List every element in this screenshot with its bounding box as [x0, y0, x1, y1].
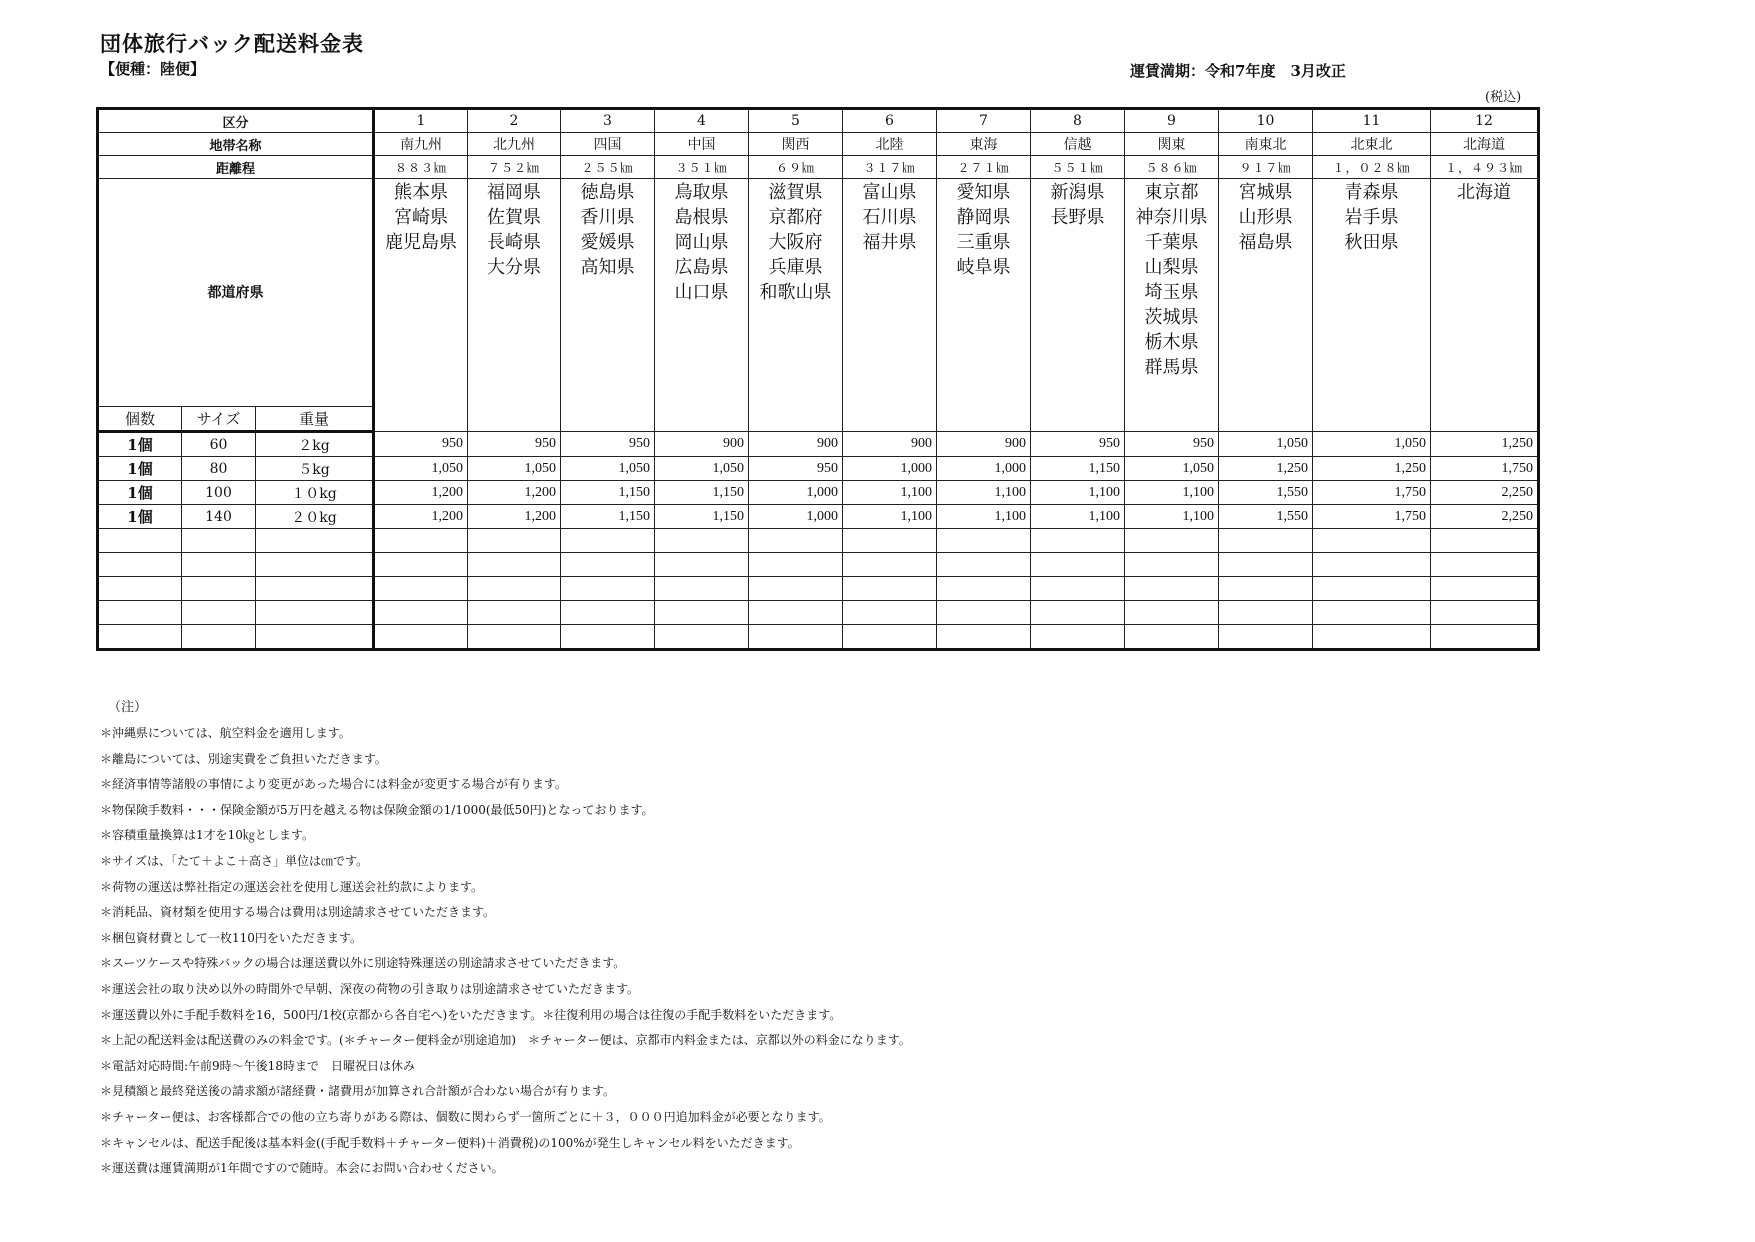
empty-cell [468, 577, 561, 601]
prefecture-name: 福島県 [1238, 232, 1293, 253]
distance-value: １，４９３㎞ [1431, 156, 1539, 179]
prefecture-cell [374, 179, 468, 432]
prefecture-name: 茨城県 [1144, 307, 1199, 328]
zone-number: 4 [655, 109, 749, 133]
price-cell: 1,550 [1219, 505, 1313, 529]
price-cell: 2,250 [1431, 505, 1539, 529]
empty-cell [182, 529, 256, 553]
empty-cell [1125, 529, 1219, 553]
price-cell: 950 [468, 432, 561, 457]
empty-cell [1219, 553, 1313, 577]
price-cell: 900 [655, 432, 749, 457]
empty-cell [98, 529, 182, 553]
empty-cell [374, 529, 468, 553]
zone-label: 区分 [98, 109, 374, 133]
price-cell: 950 [1031, 432, 1125, 457]
region-name: 北陸 [843, 133, 937, 156]
price-cell: 1,100 [1031, 481, 1125, 505]
prefecture-name: 福井県 [862, 232, 917, 253]
empty-cell [749, 601, 843, 625]
price-cell: 1,550 [1219, 481, 1313, 505]
weight-header: 重量 [256, 407, 374, 432]
price-cell: 1,100 [843, 481, 937, 505]
rate-row [98, 481, 1539, 505]
empty-cell [937, 553, 1031, 577]
price-cell: 1,150 [561, 481, 655, 505]
service-type: 【便種：陸便】 [100, 60, 206, 78]
distance-value: ３１７㎞ [843, 156, 937, 179]
prefecture-name: 山梨県 [1144, 257, 1199, 278]
prefecture-row [98, 179, 1539, 407]
empty-cell [1031, 529, 1125, 553]
note-item: ＊容積重量換算は1才を10㎏とします。 [100, 828, 314, 843]
prefecture-name: 佐賀県 [487, 207, 541, 228]
distance-value: ８８３㎞ [374, 156, 468, 179]
empty-cell [749, 553, 843, 577]
prefecture-name: 埼玉県 [1144, 282, 1199, 303]
distance-value: ９１７㎞ [1219, 156, 1313, 179]
prefecture-name: 京都府 [768, 207, 823, 228]
prefecture-cell [1125, 179, 1219, 432]
weight-cell: ２kg [256, 432, 374, 457]
zone-row [98, 109, 1539, 133]
note-item: ＊運送費は運賃満期が1年間ですので随時。本会にお問い合わせください。 [100, 1161, 504, 1176]
rate-table [96, 107, 1540, 651]
size-header: サイズ [182, 407, 256, 432]
price-cell: 950 [749, 457, 843, 481]
price-cell: 950 [374, 432, 468, 457]
empty-cell [1431, 529, 1539, 553]
empty-cell [468, 601, 561, 625]
empty-cell [1431, 601, 1539, 625]
prefecture-label: 都道府県 [98, 179, 374, 407]
price-cell: 1,250 [1313, 457, 1431, 481]
empty-cell [749, 625, 843, 650]
note-item: ＊運送費以外に手配手数料を16，500円/1校(京都から各自宅へ)をいただきます。＊往復利用の場合は往復の手配手数料をいただきます。 [100, 1007, 842, 1022]
distance-row [98, 156, 1539, 179]
region-name: 関西 [749, 133, 843, 156]
empty-cell [655, 577, 749, 601]
prefecture-cell [749, 179, 843, 432]
prefecture-cell [655, 179, 749, 432]
empty-cell [98, 625, 182, 650]
empty-cell [843, 601, 937, 625]
region-name: 北海道 [1431, 133, 1539, 156]
empty-cell [374, 577, 468, 601]
note-item: ＊経済事情等諸般の事情により変更があった場合には料金が変更する場合が有ります。 [100, 777, 567, 792]
empty-cell [1313, 625, 1431, 650]
empty-cell [182, 577, 256, 601]
empty-cell [182, 625, 256, 650]
prefecture-name: 群馬県 [1144, 357, 1199, 378]
notes-list [100, 721, 911, 1182]
empty-cell [1313, 577, 1431, 601]
empty-cell [374, 553, 468, 577]
empty-cell [1431, 625, 1539, 650]
prefecture-name: 山口県 [674, 282, 729, 303]
price-cell: 1,100 [1125, 481, 1219, 505]
page-title: 団体旅行バック配送料金表 [100, 31, 364, 56]
note-item: ＊物保険手数料・・・保険金額が5万円を越える物は保険金額の1/1000(最低50円)となっております。 [100, 802, 654, 817]
empty-cell [256, 601, 374, 625]
note-item: ＊見積額と最終発送後の請求額が諸経費・諸費用が加算され合計額が合わない場合が有ります。 [100, 1084, 616, 1099]
rate-row [98, 505, 1539, 529]
weight-cell: ２０kg [256, 505, 374, 529]
prefecture-name: 神奈川県 [1135, 207, 1208, 228]
price-cell: 1,050 [561, 457, 655, 481]
prefecture-name: 富山県 [862, 182, 917, 203]
zone-number: 12 [1431, 109, 1539, 133]
region-name: 北東北 [1313, 133, 1431, 156]
prefecture-cell [1031, 179, 1125, 432]
empty-cell [256, 577, 374, 601]
region-name: 信越 [1031, 133, 1125, 156]
count-cell: 1個 [98, 432, 182, 457]
distance-value: ６９㎞ [749, 156, 843, 179]
prefecture-name: 福岡県 [487, 182, 541, 203]
price-cell: 1,050 [374, 457, 468, 481]
empty-cell [1031, 553, 1125, 577]
distance-value: ７５２㎞ [468, 156, 561, 179]
empty-cell [937, 577, 1031, 601]
prefecture-name: 青森県 [1344, 182, 1399, 203]
empty-row [98, 625, 1539, 650]
prefecture-name: 北海道 [1457, 182, 1511, 203]
zone-number: 6 [843, 109, 937, 133]
zone-number: 10 [1219, 109, 1313, 133]
empty-cell [1125, 553, 1219, 577]
zone-number: 5 [749, 109, 843, 133]
prefecture-name: 石川県 [862, 207, 917, 228]
price-cell: 1,050 [468, 457, 561, 481]
distance-value: ２７１㎞ [937, 156, 1031, 179]
note-item: ＊電話対応時間:午前9時～午後18時まで 日曜祝日は休み [100, 1058, 415, 1073]
empty-cell [1431, 553, 1539, 577]
prefecture-name: 長崎県 [487, 232, 541, 253]
region-name: 関東 [1125, 133, 1219, 156]
price-cell: 1,750 [1313, 481, 1431, 505]
empty-cell [468, 625, 561, 650]
count-cell: 1個 [98, 481, 182, 505]
note-item: ＊キャンセルは、配送手配後は基本料金((手配手数料＋チャーター便料)＋消費税)の100%が発生しキャンセル料をいただきます。 [100, 1135, 800, 1150]
zone-number: 3 [561, 109, 655, 133]
distance-value: １，０２８㎞ [1313, 156, 1431, 179]
empty-cell [98, 601, 182, 625]
empty-cell [1125, 577, 1219, 601]
prefecture-name: 愛媛県 [580, 232, 635, 253]
empty-cell [1313, 553, 1431, 577]
empty-cell [937, 601, 1031, 625]
prefecture-name: 宮崎県 [394, 207, 448, 228]
zone-number: 2 [468, 109, 561, 133]
distance-value: ５８６㎞ [1125, 156, 1219, 179]
prefecture-name: 大阪府 [768, 232, 823, 253]
empty-cell [1031, 577, 1125, 601]
price-cell: 1,050 [1313, 432, 1431, 457]
prefecture-name: 長野県 [1050, 207, 1105, 228]
zone-number: 1 [374, 109, 468, 133]
prefecture-name: 広島県 [674, 257, 729, 278]
price-cell: 1,750 [1431, 457, 1539, 481]
empty-row [98, 601, 1539, 625]
price-cell: 1,150 [561, 505, 655, 529]
empty-cell [1313, 601, 1431, 625]
price-cell: 1,000 [749, 481, 843, 505]
price-cell: 2,250 [1431, 481, 1539, 505]
empty-cell [561, 625, 655, 650]
region-name: 東海 [937, 133, 1031, 156]
region-label: 地帯名称 [98, 133, 374, 156]
empty-cell [655, 529, 749, 553]
empty-cell [749, 577, 843, 601]
price-cell: 1,200 [468, 481, 561, 505]
weight-cell: １０kg [256, 481, 374, 505]
prefecture-name: 和歌山県 [759, 282, 832, 303]
empty-cell [561, 601, 655, 625]
empty-cell [374, 625, 468, 650]
price-cell: 1,000 [937, 457, 1031, 481]
prefecture-name: 鳥取県 [674, 182, 729, 203]
revision-note: 運賃満期：令和7年度 3月改正 [1130, 62, 1346, 80]
region-name: 北九州 [468, 133, 561, 156]
prefecture-name: 岐阜県 [956, 257, 1011, 278]
size-cell: 60 [182, 432, 256, 457]
note-item: ＊荷物の運送は弊社指定の運送会社を使用し運送会社約款によります。 [100, 879, 484, 894]
price-cell: 900 [749, 432, 843, 457]
weight-cell: ５kg [256, 457, 374, 481]
zone-number: 11 [1313, 109, 1431, 133]
empty-cell [182, 553, 256, 577]
empty-cell [98, 553, 182, 577]
empty-cell [1219, 601, 1313, 625]
prefecture-cell [468, 179, 561, 432]
price-cell: 1,150 [655, 505, 749, 529]
prefecture-name: 栃木県 [1144, 332, 1199, 353]
price-cell: 900 [843, 432, 937, 457]
price-cell: 1,150 [655, 481, 749, 505]
distance-value: ２５５㎞ [561, 156, 655, 179]
zone-number: 8 [1031, 109, 1125, 133]
empty-cell [655, 601, 749, 625]
notes-section [100, 696, 911, 1182]
prefecture-name: 東京都 [1144, 182, 1199, 203]
price-cell: 1,100 [1031, 505, 1125, 529]
empty-cell [561, 529, 655, 553]
prefecture-name: 高知県 [580, 257, 635, 278]
empty-cell [561, 553, 655, 577]
zone-number: 9 [1125, 109, 1219, 133]
note-item: ＊チャーター便は、お客様都合での他の立ち寄りがある際は、個数に関わらず一箇所ごとに＋３，０００円追加料金が必要となります。 [100, 1109, 831, 1124]
empty-cell [843, 529, 937, 553]
empty-cell [256, 553, 374, 577]
notes-heading: （注） [108, 700, 148, 715]
prefecture-name: 熊本県 [394, 182, 448, 203]
empty-cell [256, 625, 374, 650]
price-cell: 1,000 [749, 505, 843, 529]
prefecture-name: 島根県 [674, 207, 729, 228]
price-cell: 1,100 [1125, 505, 1219, 529]
tax-note: (税込) [1485, 90, 1522, 105]
prefecture-cell [1313, 179, 1431, 432]
price-cell: 1,050 [1125, 457, 1219, 481]
prefecture-cell [1219, 179, 1313, 432]
empty-cell [655, 553, 749, 577]
empty-cell [374, 601, 468, 625]
region-row [98, 133, 1539, 156]
price-cell: 1,750 [1313, 505, 1431, 529]
zone-number: 7 [937, 109, 1031, 133]
region-name: 四国 [561, 133, 655, 156]
empty-cell [561, 577, 655, 601]
empty-cell [1313, 529, 1431, 553]
price-cell: 1,200 [374, 505, 468, 529]
rate-row [98, 432, 1539, 457]
distance-value: ３５１㎞ [655, 156, 749, 179]
price-cell: 1,150 [1031, 457, 1125, 481]
prefecture-name: 新潟県 [1050, 182, 1105, 203]
note-item: ＊上記の配送料金は配送費のみの料金です。(＊チャーター便料金が別途追加) ＊チャーター便は、京都市内料金または、京都以外の料金になります。 [100, 1033, 911, 1048]
prefecture-name: 徳島県 [580, 182, 635, 203]
prefecture-name: 秋田県 [1344, 232, 1399, 253]
prefecture-name: 千葉県 [1144, 232, 1199, 253]
empty-cell [468, 553, 561, 577]
region-name: 中国 [655, 133, 749, 156]
prefecture-name: 兵庫県 [768, 257, 823, 278]
region-name: 南東北 [1219, 133, 1313, 156]
size-cell: 140 [182, 505, 256, 529]
note-item: ＊離島については、別途実費をご負担いただきます。 [100, 751, 387, 766]
empty-cell [843, 553, 937, 577]
price-cell: 1,000 [843, 457, 937, 481]
count-cell: 1個 [98, 505, 182, 529]
empty-cell [98, 577, 182, 601]
prefecture-name: 香川県 [580, 207, 635, 228]
distance-label: 距離程 [98, 156, 374, 179]
price-cell: 1,100 [843, 505, 937, 529]
prefecture-name: 大分県 [487, 257, 541, 278]
prefecture-name: 宮城県 [1238, 182, 1293, 203]
empty-cell [1031, 601, 1125, 625]
prefecture-name: 岩手県 [1344, 207, 1399, 228]
empty-cell [1219, 625, 1313, 650]
prefecture-cell [1431, 179, 1539, 432]
empty-cell [749, 529, 843, 553]
empty-cell [256, 529, 374, 553]
prefecture-cell [843, 179, 937, 432]
price-cell: 1,050 [1219, 432, 1313, 457]
empty-row [98, 553, 1539, 577]
empty-cell [1431, 577, 1539, 601]
empty-cell [1219, 529, 1313, 553]
empty-cell [843, 625, 937, 650]
empty-row [98, 577, 1539, 601]
price-cell: 1,100 [937, 481, 1031, 505]
price-cell: 1,250 [1431, 432, 1539, 457]
note-item: ＊サイズは、「たて＋よこ＋高さ」単位は㎝です。 [100, 853, 369, 868]
price-cell: 950 [561, 432, 655, 457]
count-cell: 1個 [98, 457, 182, 481]
price-cell: 950 [1125, 432, 1219, 457]
empty-cell [937, 529, 1031, 553]
empty-row [98, 529, 1539, 553]
empty-cell [1125, 601, 1219, 625]
note-item: ＊消耗品、資材類を使用する場合は費用は別途請求させていただきます。 [100, 905, 496, 920]
prefecture-name: 三重県 [956, 232, 1011, 253]
empty-cell [1219, 577, 1313, 601]
count-header: 個数 [98, 407, 182, 432]
region-name: 南九州 [374, 133, 468, 156]
note-item: ＊梱包資材費として一枚110円をいただきます。 [100, 930, 362, 945]
empty-cell [468, 529, 561, 553]
prefecture-name: 滋賀県 [768, 182, 823, 203]
price-cell: 1,200 [468, 505, 561, 529]
empty-cell [655, 625, 749, 650]
note-item: ＊スーツケースや特殊バックの場合は運送費以外に別途特殊運送の別途請求させていただきます。 [100, 956, 626, 971]
prefecture-name: 山形県 [1238, 207, 1293, 228]
empty-cell [843, 577, 937, 601]
price-cell: 1,200 [374, 481, 468, 505]
empty-cell [937, 625, 1031, 650]
prefecture-name: 愛知県 [956, 182, 1011, 203]
prefecture-name: 岡山県 [674, 232, 729, 253]
size-cell: 80 [182, 457, 256, 481]
note-item: ＊沖縄県については、航空料金を適用します。 [100, 726, 351, 740]
size-cell: 100 [182, 481, 256, 505]
prefecture-cell [937, 179, 1031, 432]
price-cell: 1,050 [655, 457, 749, 481]
rate-row [98, 457, 1539, 481]
empty-cell [1031, 625, 1125, 650]
empty-cell [182, 601, 256, 625]
prefecture-cell [561, 179, 655, 432]
price-cell: 1,250 [1219, 457, 1313, 481]
prefecture-name: 鹿児島県 [385, 232, 457, 253]
note-item: ＊運送会社の取り決め以外の時間外で早朝、深夜の荷物の引き取りは別途請求させていただきます。 [100, 981, 640, 996]
price-cell: 1,100 [937, 505, 1031, 529]
distance-value: ５５１㎞ [1031, 156, 1125, 179]
prefecture-name: 静岡県 [956, 207, 1011, 228]
price-cell: 900 [937, 432, 1031, 457]
empty-cell [1125, 625, 1219, 650]
